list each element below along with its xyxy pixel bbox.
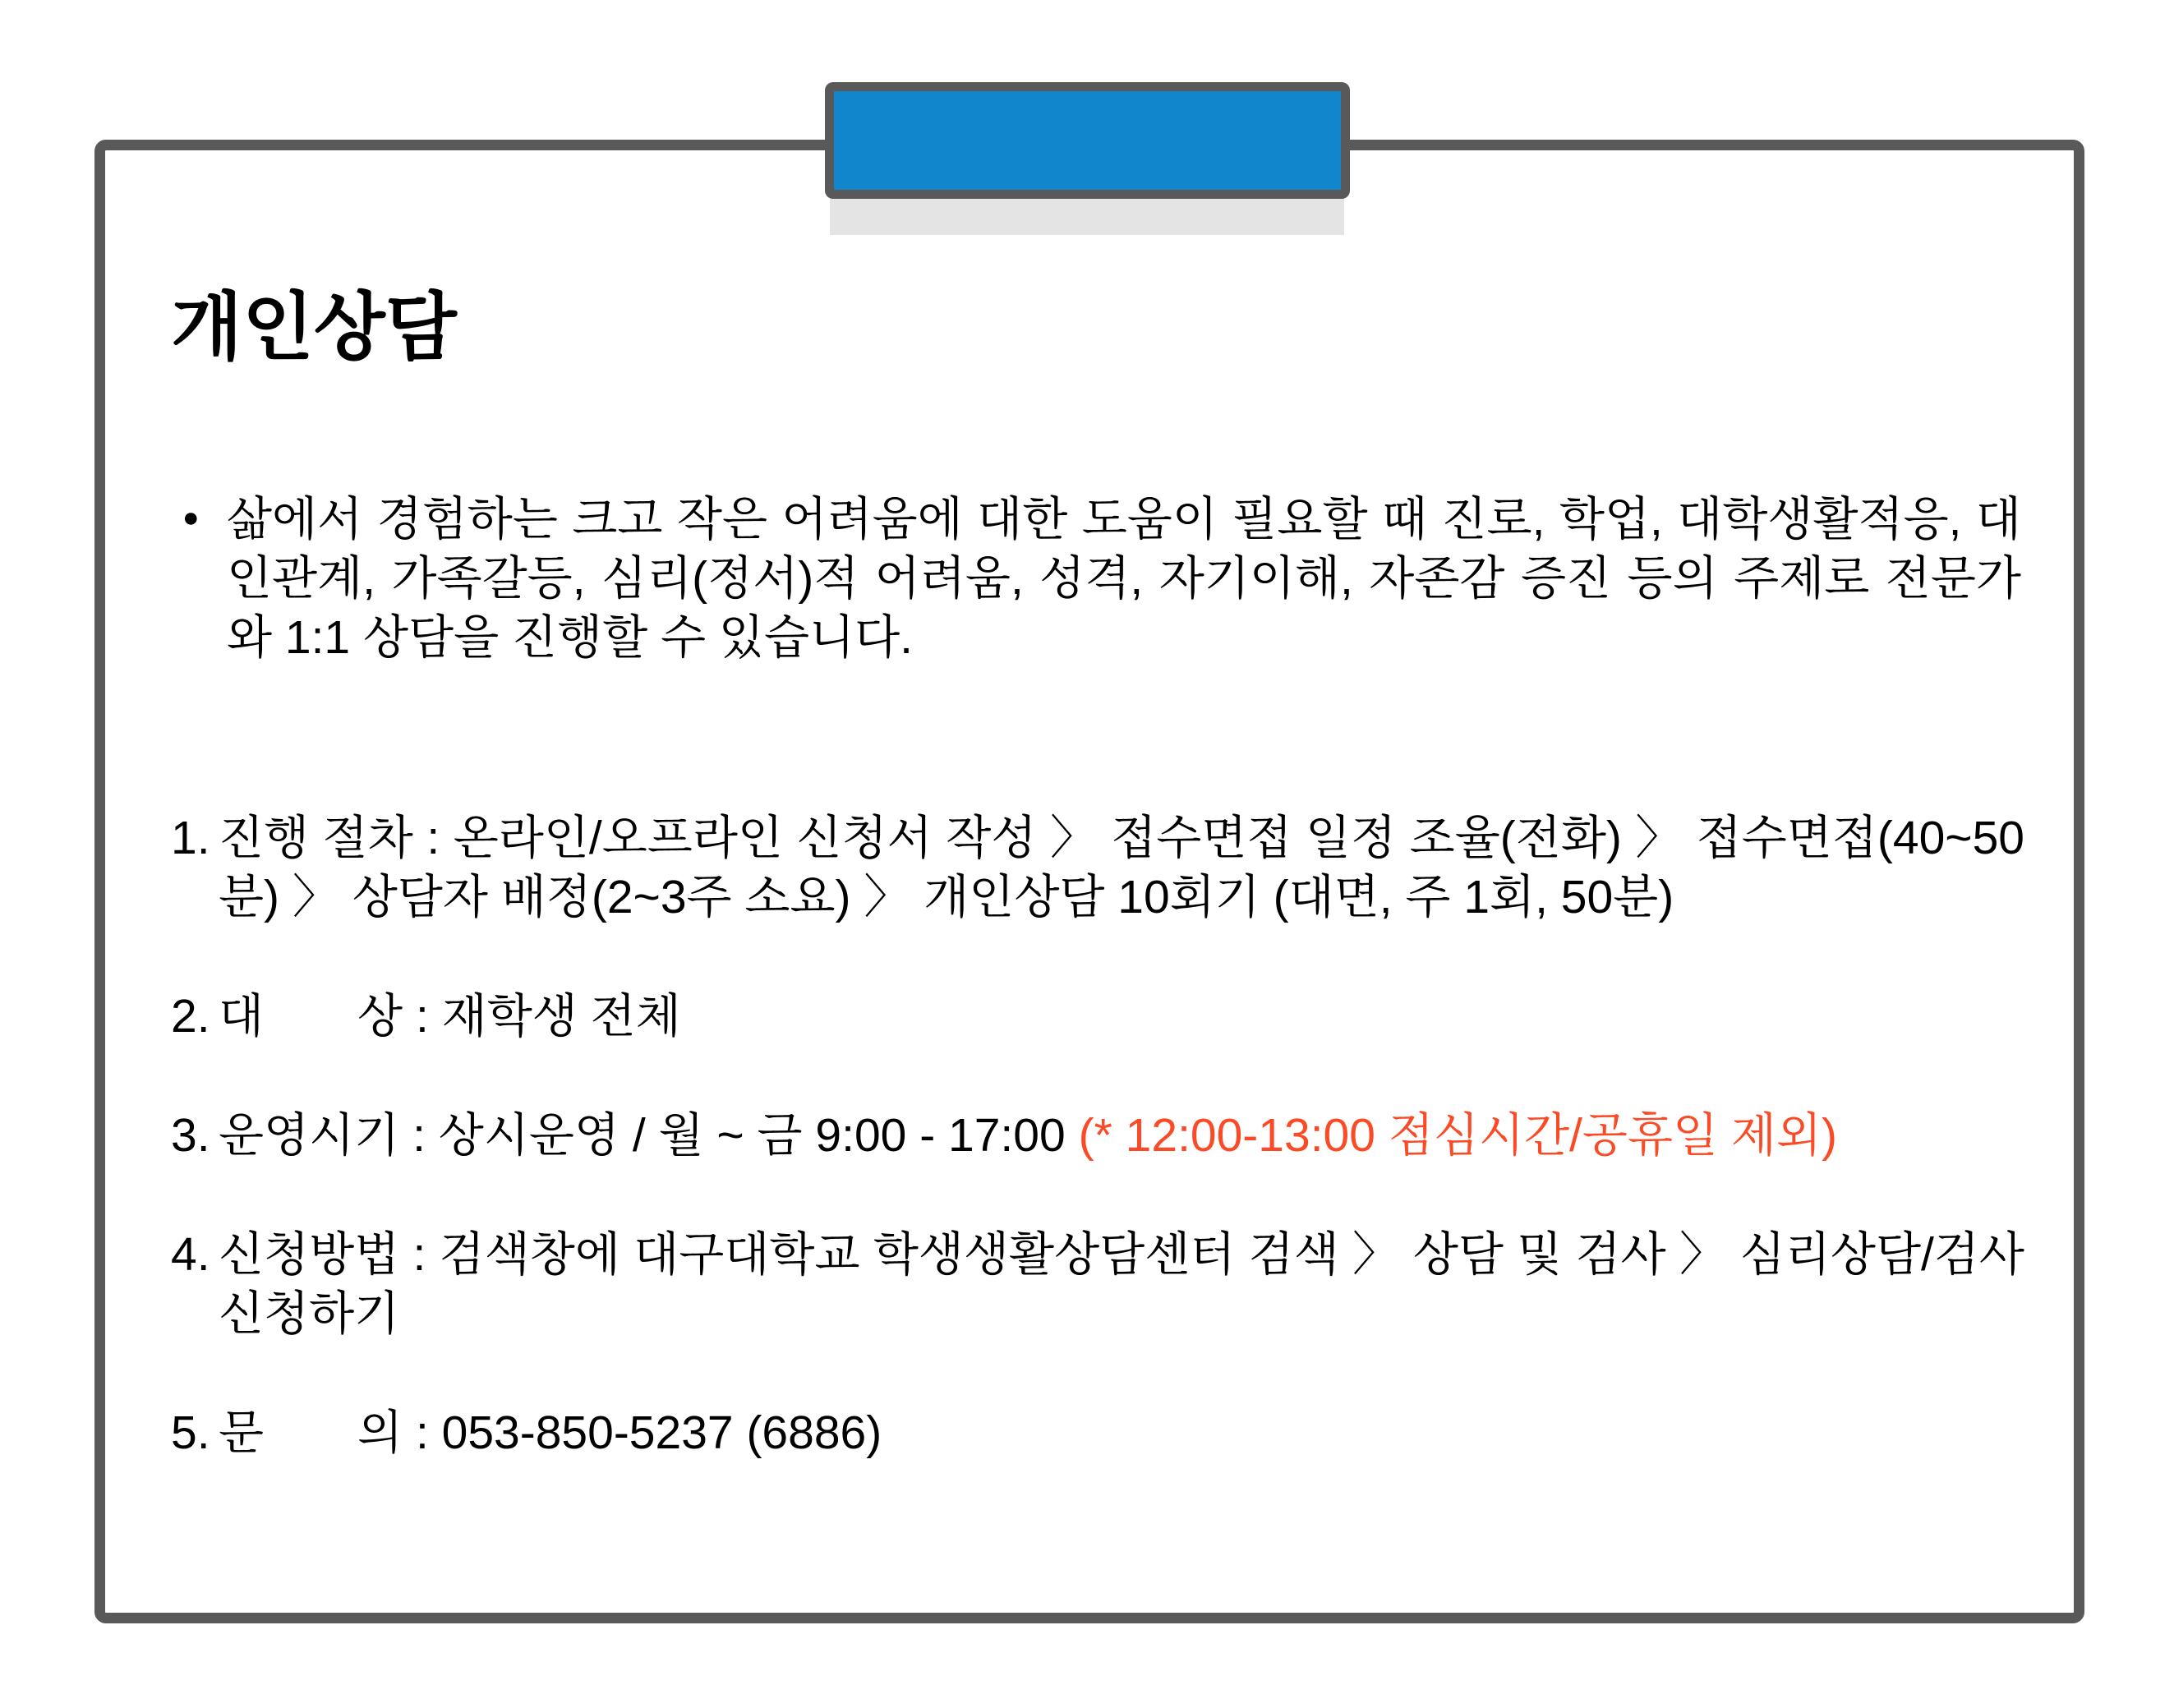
item-text: 대 상 : 재학생 전체 [219,990,681,1043]
item-number: 4. [171,1228,210,1281]
list-item-target [171,987,2024,1046]
intro-paragraph [182,490,2021,667]
item-number: 5. [171,1406,210,1459]
operating-hours-note: (* 12:00-13:00 점심시간/공휴일 제외) [1078,1109,1837,1162]
intro-text: 삶에서 경험하는 크고 작은 어려움에 대한 도움이 필요할 때 진로, 학업, 대학생활적응, 대인관계, 가족갈등, 심리(정서)적 어려움, 성격, 자기이해, 자존감 증진 등의 주제로 전문가와 1:1 상담을 진행할 수 있습니다. [227,493,2021,664]
item-text: 신청방법 : 검색창에 대구대학교 학생생활상담센터 검색 〉 상담 및 검사 〉 심리상담/검사 신청하기 [219,1228,2024,1340]
page-title: 개인상담 [171,287,457,369]
item-text: 진행 절차 : 온라인/오프라인 신청서 작성 〉 접수면접 일정 조율(전화) 〉 접수면접(40~50분) 〉 상담자 배정(2~3주 소요) 〉 개인상담 10회기 (대면, 주 1회, 50분) [219,812,2024,923]
list-item-contact [171,1403,2024,1462]
list-item-procedure [171,808,2024,927]
item-number: 3. [171,1109,210,1162]
item-number: 2. [171,990,210,1043]
item-number: 1. [171,812,210,864]
tab-shadow [830,199,1344,235]
item-text: 문 의 : 053-850-5237 (6886) [219,1406,882,1459]
header-tab [825,82,1350,199]
list-item-apply [171,1225,2024,1343]
info-list [171,808,2024,1522]
list-item-hours [171,1106,2024,1165]
bullet-icon: ● [182,502,200,533]
item-text: 운영시기 : 상시운영 / 월 ~ 금 9:00 - 17:00 [219,1109,1066,1162]
